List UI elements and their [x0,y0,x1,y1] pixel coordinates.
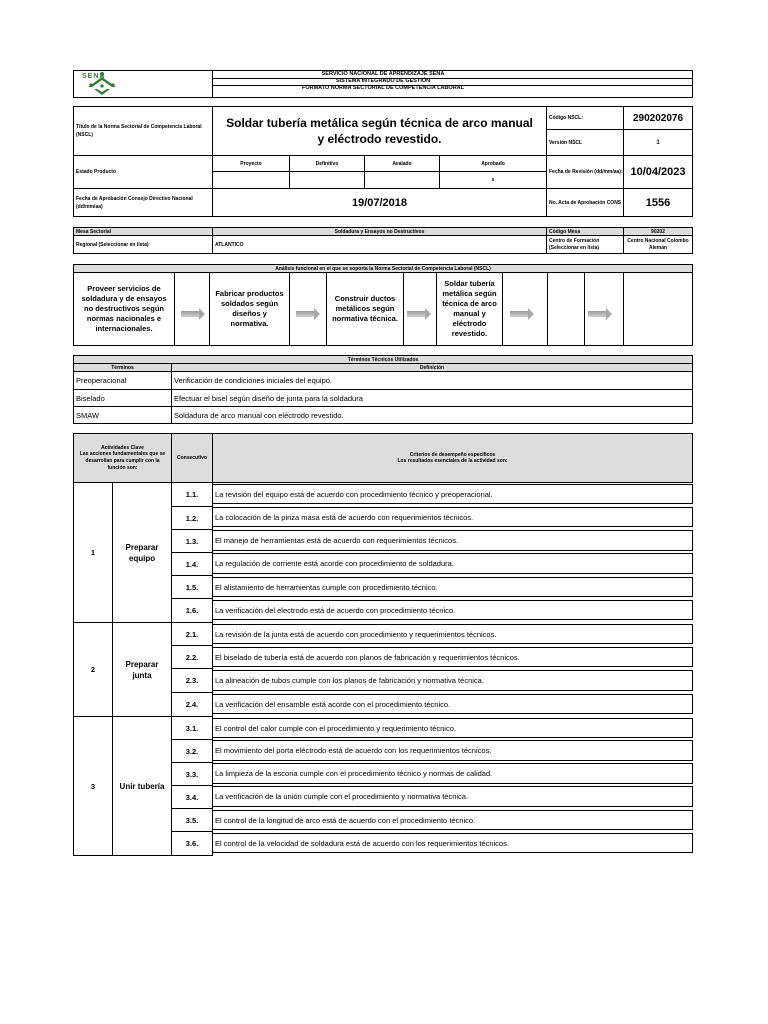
acta-value: 1556 [623,188,693,217]
criterion-text: El control del calor cumple con el procedimiento y requerimiento técnico. [212,718,693,738]
criterion-text: La regulación de corriente está acorde con procedimiento de soldadura. [212,553,693,574]
criteria-subtitle: Los resultados esenciales de la actividad son: [397,458,508,464]
activity-2-name: Preparar junta [112,622,172,717]
analysis-box-4: Soldar tubería metálica según técnica de arco manual y eléctrodo revestido. [442,279,497,338]
sena-logo-text: SENA [82,73,106,80]
codigo-mesa-label: Código Mesa [546,227,624,236]
criterion-code: 1.4. [171,552,213,576]
mesa-value: Soldadura y Ensayos no Destructivos [212,227,547,236]
version-value: 1 [623,129,693,156]
flow-arrow-icon [510,311,528,317]
criterion-code: 1.6. [171,598,213,623]
criterion-text: La verificación del ensamble está acorde con el procedimiento técnico. [212,694,693,714]
criterion-code: 3.5. [171,808,213,832]
term-3-def: Soldadura de arco manual con eléctrodo revestido. [171,406,693,424]
system-name: SISTEMA INTEGRADO DE GESTIÓN [335,78,431,84]
criterion-text: El control de la longitud de arco está de acuerdo con el procedimiento técnico. [212,810,693,830]
criterion-code: 1.2. [171,506,213,530]
estado-col-proyecto: Proyecto [212,155,290,172]
regional-label: Regional (Seleccionar en lista) [73,235,213,254]
term-2-def: Efectuar el bisel según diseño de junta para la soldadura [171,389,693,407]
criterion-code: 2.2. [171,645,213,669]
centro-label: Centro de Formación (Seleccionar en lista) [546,235,624,254]
activity-2-number: 2 [73,622,113,717]
centro-value: Centro Nacional Colombo Alemán [623,235,693,254]
criterion-code: 1.1. [171,482,213,507]
term-3: SMAW [73,406,172,424]
criterion-code: 3.4. [171,785,213,809]
norm-title: Soldar tubería metálica según técnica de arco manual y eléctrodo revestido. [212,106,547,156]
criterion-code: 3.3. [171,762,213,786]
criteria-title: Criterios de desempeño específicos [409,452,496,458]
codigo-mesa-value: 90202 [623,227,693,236]
criterion-text: La colocación de la pinza masa está de acuerdo con requerimientos técnicos. [212,507,693,527]
criterion-text: La verificación de la unión cumple con el procedimiento y normativa técnica. [212,786,693,807]
terms-col-def: Definición [171,363,693,372]
criterion-text: La verificación del electrodo está de acuerdo con procedimiento técnico. [212,600,693,620]
format-name: FORMATO NORMA SECTORIAL DE COMPETENCIA LABORAL [301,85,465,91]
analysis-box-3: Construir ductos metálicos según normativa técnica. [332,294,398,323]
acta-label: No. Acta de Aprobación CONS [546,188,624,217]
estado-col-definitivo: Definitivo [289,155,365,172]
org-name: SERVICIO NACIONAL DE APRENDIZAJE SENA [321,71,445,77]
code-value: 290202076 [623,106,693,130]
criterion-text: La revisión del equipo está de acuerdo con procedimiento técnico y preoperacional. [212,484,693,504]
criterion-code: 1.5. [171,575,213,599]
criterion-text: El alistamiento de herramientas cumple con procedimiento técnico. [212,577,693,597]
mesa-label: Mesa Sectorial [73,227,213,236]
term-2: Biselado [73,389,172,407]
code-label: Código NSCL: [546,106,624,130]
regional-value: ATLANTICO [212,235,547,254]
criterion-text: El manejo de herramientas está de acuerdo con requerimientos técnicos. [212,530,693,551]
criterion-code: 2.4. [171,692,213,717]
criterion-text: La limpieza de la escoria cumple con el procedimiento técnico y normas de calidad. [212,763,693,784]
title-label: Título de la Norma Sectorial de Competencia Laboral (NSCL) [73,106,213,156]
flow-arrow-icon [588,311,606,317]
activity-1-number: 1 [73,482,113,623]
criterion-code: 3.6. [171,831,213,856]
fecha-aprob-value: 19/07/2018 [212,188,547,217]
activity-3-name: Unir tubería [112,716,172,856]
criterion-text: El biselado de tubería está de acuerdo con planos de fabricación y requerimientos técnicos. [212,647,693,667]
consecutive-header: Consecutivo [171,433,213,483]
criterion-code: 2.1. [171,622,213,646]
term-1-def: Verificación de condiciones iniciales del equipo. [171,371,693,390]
flow-arrow-icon [296,311,314,317]
estado-mark-aprobado: x [439,171,547,189]
criterion-text: El control de la velocidad de soldadura está de acuerdo con los requerimientos técnicos. [212,833,693,853]
criterion-code: 1.3. [171,529,213,553]
activity-3-number: 3 [73,716,113,856]
term-1: Preoperacional [73,371,172,390]
criterion-code: 3.1. [171,716,213,740]
criterion-code: 2.3. [171,668,213,693]
criterion-text: La revisión de la junta está de acuerdo con procedimiento y requerimientos técnicos. [212,624,693,644]
estado-col-avalado: Avalado [364,155,440,172]
key-activities-title: Actividades Clave [101,444,144,451]
terms-col-term: Términos [73,363,172,372]
analysis-box-1: Proveer servicios de soldadura y de ensayos no destructivos según normas nacionales e internacionales. [81,284,167,333]
version-label: Versión NSCL [546,129,624,156]
estado-label: Estado Producto [73,155,213,189]
estado-col-aprobado: Aprobado [439,155,547,172]
analysis-box-2: Fabricar productos soldados según diseños y normativa. [215,289,284,328]
analysis-title: Análisis funcional en el que se soporta la Norma Sectorial de Competencia Laboral (NSCL) [73,264,693,273]
fecha-rev-value: 10/04/2023 [623,155,693,189]
activity-1-name: Preparar equipo [112,482,172,623]
key-activities-subtitle: Las acciones fundamentales que se desarrollan para cumplir con la función son: [79,450,166,471]
criterion-text: La alineación de tubos cumple con los planos de fabricación y normativa técnica. [212,670,693,691]
criterion-text: El movimiento del porta eléctrodo está de acuerdo con los requerimientos técnicos. [212,740,693,761]
fecha-rev-label: Fecha de Revisión (dd/mm/aa): [546,155,624,189]
flow-arrow-icon [181,311,199,317]
flow-arrow-icon [407,311,425,317]
sena-logo [76,71,128,97]
criterion-code: 3.2. [171,739,213,763]
terms-title: Términos Técnicos Utilizados [73,355,693,364]
fecha-aprob-label: Fecha de Aprobación Consejo Directivo Nacional (dd/mm/aa) [73,188,213,217]
